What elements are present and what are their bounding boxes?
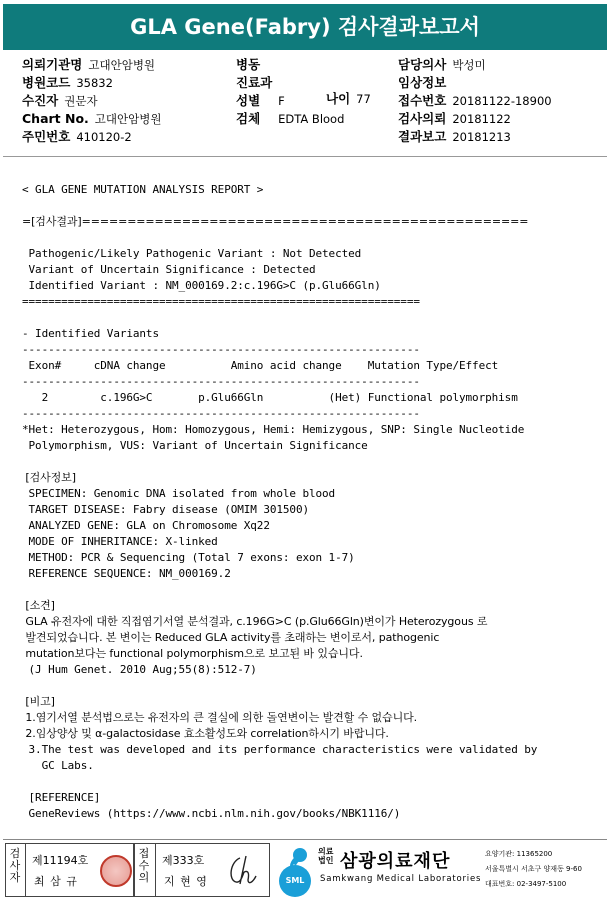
report-title: GLA Gene(Fabry) 검사결과보고서 — [130, 15, 480, 39]
header-field: 주민번호 410120-2 — [22, 129, 132, 144]
header-field: 결과보고 20181213 — [398, 129, 511, 144]
report-line: ------------------------------------------------------------- — [22, 375, 420, 388]
footer-divider — [3, 839, 607, 840]
header-col-3 — [398, 56, 552, 146]
report-line: =[검사결과]================================================= — [22, 215, 529, 228]
header-field: 접수번호 20181122-18900 — [398, 93, 552, 108]
seal-stamp — [100, 855, 132, 887]
sml-logo-text: SML — [285, 876, 305, 885]
doctor-name: 지 현 영 — [164, 875, 208, 888]
report-line: GeneReviews (https://www.ncbi.nlm.nih.gov/books/NBK1116/) — [22, 807, 401, 820]
box-divider — [25, 844, 26, 896]
report-line: Pathogenic/Likely Pathogenic Variant : Not Detected — [22, 247, 362, 260]
report-line: GLA 유전자에 대한 직접염기서열 분석결과, c.196G>C (p.Glu66Gln)변이가 Heterozygous 로 — [22, 615, 488, 628]
box-divider — [155, 844, 156, 896]
report-line: Identified Variant : NM_000169.2:c.196G>C (p.Glu66Gln) — [22, 279, 381, 292]
report-line: ANALYZED GENE: GLA on Chromosome Xq22 — [22, 519, 270, 532]
inspector-license-no: 제11194호 — [32, 854, 89, 867]
report-line: MODE OF INHERITANCE: X-linked — [22, 535, 218, 548]
header-field: 검체 EDTA Blood — [236, 111, 345, 126]
report-line: Variant of Uncertain Significance : Detected — [22, 263, 316, 276]
report-line: < GLA GENE MUTATION ANALYSIS REPORT > — [22, 183, 264, 196]
sml-logo-icon — [273, 845, 317, 897]
report-line: [비고] — [22, 695, 55, 708]
contact-line: 요양기관: 11365200 — [485, 850, 553, 858]
doctor-label: 접수의 — [138, 847, 150, 884]
doctor-license-no: 제333호 — [162, 854, 205, 867]
report-line: 1.염기서열 분석법으로는 유전자의 큰 결실에 의한 돌연변이는 발견할 수 없습니다. — [22, 711, 418, 724]
report-line: Polymorphism, VUS: Variant of Uncertain Significance — [22, 439, 368, 452]
inspector-label: 검사자 — [9, 847, 21, 884]
report-line: ------------------------------------------------------------- — [22, 343, 420, 356]
header-field: 담당의사 박성미 — [398, 57, 486, 72]
header-col-1 — [22, 56, 161, 146]
report-line: GC Labs. — [22, 759, 94, 772]
report-line: [REFERENCE] — [22, 791, 101, 804]
report-line: ============================================================= — [22, 295, 420, 308]
report-line: REFERENCE SEQUENCE: NM_000169.2 — [22, 567, 231, 580]
header-field: 병원코드 35832 — [22, 75, 113, 90]
header-divider — [3, 156, 607, 157]
signature-footer — [0, 837, 610, 908]
report-line: [소견] — [22, 599, 55, 612]
contact-line: 대표번호: 02-3497-5100 — [485, 880, 567, 888]
report-line: SPECIMEN: Genomic DNA isolated from whole blood — [22, 487, 336, 500]
report-line: TARGET DISEASE: Fabry disease (OMIM 301500) — [22, 503, 309, 516]
sml-logo — [273, 845, 317, 901]
header-field: 검사의뢰 20181122 — [398, 111, 511, 126]
report-line: 2.임상양상 및 α-galactosidase 효소활성도와 correlation하시기 바랍니다. — [22, 727, 389, 740]
header-field: 성별 F — [236, 93, 285, 108]
report-line: METHOD: PCR & Sequencing (Total 7 exons: exon 1-7) — [22, 551, 355, 564]
report-line: ------------------------------------------------------------- — [22, 407, 420, 420]
doctor-box — [133, 843, 270, 897]
org-prefix: 의료법인 — [318, 847, 334, 865]
report-line: *Het: Heterozygous, Hom: Homozygous, Hemi: Hemizygous, SNP: Single Nucleotide — [22, 423, 525, 436]
header-field: 진료과 — [236, 75, 273, 90]
header-field: 병동 — [236, 57, 261, 72]
report-line: 발견되었습니다. 본 변이는 Reduced GLA activity를 초래하는 변이로서, pathogenic — [22, 631, 440, 644]
report-line: mutation보다는 functional polymorphism으로 보고된 바 있습니다. — [22, 647, 363, 660]
report-line: 3.The test was developed and its performance characteristics were validated by — [22, 743, 538, 756]
header-field: 의뢰기관명 고대안암병원 — [22, 57, 156, 72]
report-line: 2 c.196G>C p.Glu66Gln (Het) Functional polymorphism — [22, 391, 518, 404]
header-field: 수진자 권문자 — [22, 93, 98, 108]
signature-image — [226, 854, 262, 888]
header-field: Chart No. 고대안암병원 — [22, 111, 162, 126]
report-line: - Identified Variants — [22, 327, 159, 340]
report-line: Exon# cDNA change Amino acid change Mutation Type/Effect — [22, 359, 499, 372]
report-line: (J Hum Genet. 2010 Aug;55(8):512-7) — [22, 663, 257, 676]
inspector-box — [5, 843, 135, 897]
org-name: 삼광의료재단 — [340, 851, 451, 872]
header-age: 나이 77 — [326, 91, 371, 106]
contact-line: 서울특별시 서초구 양재동 9-60 — [485, 865, 582, 873]
report-title-bar — [3, 4, 607, 50]
header-field: 임상정보 — [398, 75, 447, 90]
inspector-name: 최 삼 규 — [34, 875, 78, 888]
org-english-name: Samkwang Medical Laboratories — [320, 874, 482, 884]
report-line: [검사정보] — [22, 471, 76, 484]
